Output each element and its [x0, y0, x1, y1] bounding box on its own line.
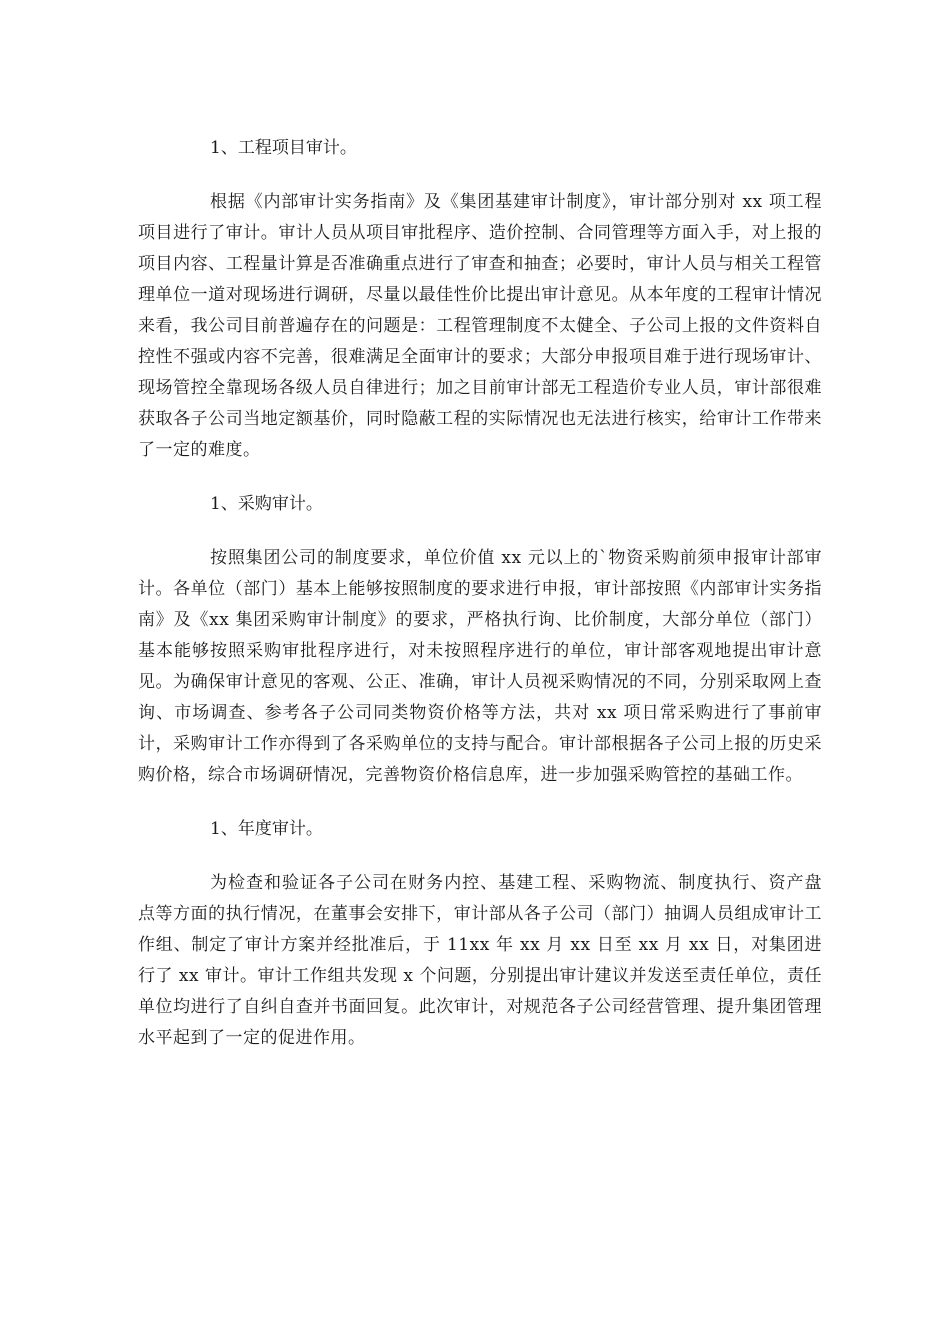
paragraph-gap	[138, 791, 822, 814]
section-heading-engineering-audit: 1、工程项目审计。	[210, 138, 357, 158]
section-body-annual-audit: 为检查和验证各子公司在财务内控、基建工程、采购物流、制度执行、资产盘点等方面的执行情况，在董事会安排下，审计部从各子公司（部门）抽调人员组成审计工作组、制定了审计方案并经批准后，于 11xx 年 xx 月 xx 日至 xx 月 xx 日，对集团进行了 xx 审计。审计工作组共发现 x 个问题，分别提出审计建议并发送至责任单位，责任单位均进行了自纠自查并书面回复。此次审计，对规范各子公司经营管理、提升集团管理水平起到了一定的促进作用。	[138, 873, 822, 1048]
document-body	[138, 133, 822, 1054]
section-heading-annual-audit: 1、年度审计。	[210, 819, 323, 839]
paragraph-gap	[138, 164, 822, 187]
section-body-procurement-audit: 按照集团公司的制度要求，单位价值 xx 元以上的`物资采购前须申报审计部审计。各单位（部门）基本上能够按照制度的要求进行申报，审计部按照《内部审计实务指南》及《xx 集团采购审计制度》的要求，严格执行询、比价制度，大部分单位（部门）基本能够按照采购审批程序进行，对未按照程序进行的单位，审计部客观地提出审计意见。为确保审计意见的客观、公正、准确，审计人员视采购情况的不同，分别采取网上查询、市场调查、参考各子公司同类物资价格等方法，共对 xx 项日常采购进行了事前审计，采购审计工作亦得到了各采购单位的支持与配合。审计部根据各子公司上报的历史采购价格，综合市场调研情况，完善物资价格信息库，进一步加强采购管控的基础工作。	[138, 548, 822, 785]
paragraph-gap	[138, 520, 822, 543]
section-heading-procurement-audit: 1、采购审计。	[210, 494, 323, 514]
paragraph-gap	[138, 845, 822, 868]
section-body-engineering-audit: 根据《内部审计实务指南》及《集团基建审计制度》，审计部分别对 xx 项工程项目进行了审计。审计人员从项目审批程序、造价控制、合同管理等方面入手，对上报的项目内容、工程量计算是否准确重点进行了审查和抽查；必要时，审计人员与相关工程管理单位一道对现场进行调研，尽量以最佳性价比提出审计意见。从本年度的工程审计情况来看，我公司目前普遍存在的问题是：工程管理制度不太健全、子公司上报的文件资料自控性不强或内容不完善，很难满足全面审计的要求；大部分申报项目难于进行现场审计、现场管控全靠现场各级人员自律进行；加之目前审计部无工程造价专业人员，审计部很难获取各子公司当地定额基价，同时隐蔽工程的实际情况也无法进行核实，给审计工作带来了一定的难度。	[138, 192, 822, 460]
paragraph-gap	[138, 466, 822, 489]
